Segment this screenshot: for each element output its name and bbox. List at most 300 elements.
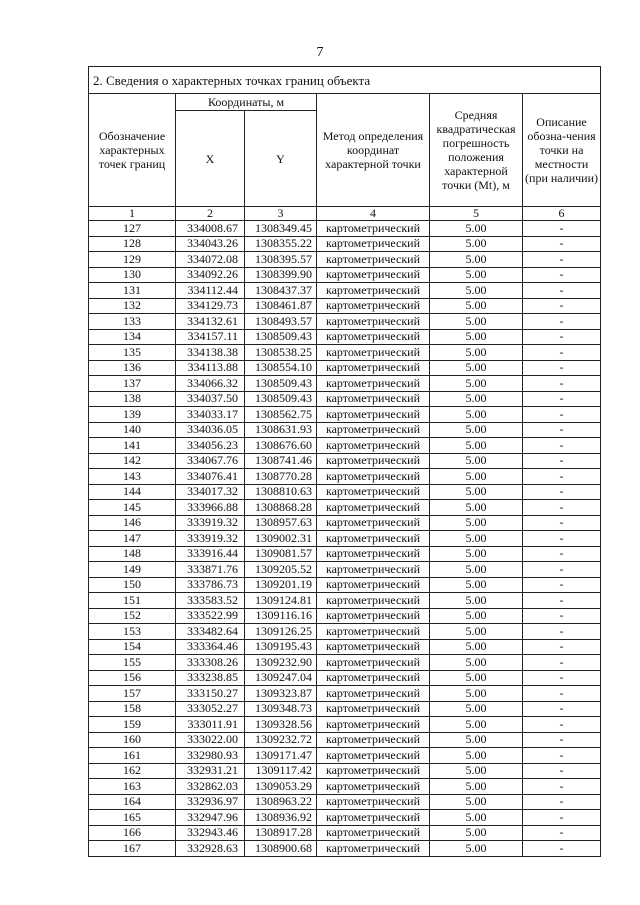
table-row — [89, 810, 601, 826]
error-cell: 5.00 — [430, 360, 523, 376]
description-cell: - — [523, 438, 601, 454]
y-coordinate-cell: 1308963.22 — [245, 794, 317, 810]
x-coordinate-cell: 333919.32 — [176, 515, 245, 531]
point-id-cell: 159 — [89, 717, 176, 733]
table-row — [89, 701, 601, 717]
x-coordinate-cell: 334076.41 — [176, 469, 245, 485]
method-cell: картометрический — [317, 236, 430, 252]
error-cell: 5.00 — [430, 779, 523, 795]
y-coordinate-cell: 1308741.46 — [245, 453, 317, 469]
table-row — [89, 639, 601, 655]
y-coordinate-cell: 1309328.56 — [245, 717, 317, 733]
description-cell: - — [523, 267, 601, 283]
method-cell: картометрический — [317, 252, 430, 268]
description-cell: - — [523, 841, 601, 857]
table-row — [89, 717, 601, 733]
table-row — [89, 267, 601, 283]
y-coordinate-cell: 1308900.68 — [245, 841, 317, 857]
table-row — [89, 670, 601, 686]
y-coordinate-cell: 1309232.72 — [245, 732, 317, 748]
method-cell: картометрический — [317, 794, 430, 810]
header-coordinates: Координаты, м — [176, 94, 317, 111]
x-coordinate-cell: 333916.44 — [176, 546, 245, 562]
error-cell: 5.00 — [430, 329, 523, 345]
y-coordinate-cell: 1309348.73 — [245, 701, 317, 717]
method-cell: картометрический — [317, 298, 430, 314]
point-id-cell: 160 — [89, 732, 176, 748]
description-cell: - — [523, 686, 601, 702]
error-cell: 5.00 — [430, 593, 523, 609]
table-row — [89, 236, 601, 252]
error-cell: 5.00 — [430, 825, 523, 841]
point-id-cell: 141 — [89, 438, 176, 454]
table-row — [89, 484, 601, 500]
method-cell: картометрический — [317, 345, 430, 361]
error-cell: 5.00 — [430, 221, 523, 237]
x-coordinate-cell: 332928.63 — [176, 841, 245, 857]
y-coordinate-cell: 1308509.43 — [245, 376, 317, 392]
point-id-cell: 147 — [89, 531, 176, 547]
y-coordinate-cell: 1309171.47 — [245, 748, 317, 764]
point-id-cell: 136 — [89, 360, 176, 376]
header-error: Средняя квадратическая погрешность положения характерной точки (Mt), м — [430, 94, 523, 207]
header-y: Y — [245, 111, 317, 207]
error-cell: 5.00 — [430, 469, 523, 485]
table-row — [89, 732, 601, 748]
error-cell: 5.00 — [430, 376, 523, 392]
point-id-cell: 146 — [89, 515, 176, 531]
method-cell: картометрический — [317, 422, 430, 438]
description-cell: - — [523, 515, 601, 531]
point-id-cell: 157 — [89, 686, 176, 702]
method-cell: картометрический — [317, 267, 430, 283]
column-number: 4 — [317, 207, 430, 221]
error-cell: 5.00 — [430, 438, 523, 454]
x-coordinate-cell: 333238.85 — [176, 670, 245, 686]
error-cell: 5.00 — [430, 252, 523, 268]
table-row — [89, 686, 601, 702]
table-row — [89, 825, 601, 841]
y-coordinate-cell: 1308355.22 — [245, 236, 317, 252]
error-cell: 5.00 — [430, 531, 523, 547]
description-cell: - — [523, 748, 601, 764]
y-coordinate-cell: 1309195.43 — [245, 639, 317, 655]
table-row — [89, 345, 601, 361]
point-id-cell: 151 — [89, 593, 176, 609]
table-row — [89, 314, 601, 330]
y-coordinate-cell: 1309053.29 — [245, 779, 317, 795]
table-row — [89, 407, 601, 423]
method-cell: картометрический — [317, 577, 430, 593]
y-coordinate-cell: 1308562.75 — [245, 407, 317, 423]
header-method: Метод определения координат характерной точки — [317, 94, 430, 207]
error-cell: 5.00 — [430, 314, 523, 330]
y-coordinate-cell: 1308676.60 — [245, 438, 317, 454]
error-cell: 5.00 — [430, 298, 523, 314]
error-cell: 5.00 — [430, 732, 523, 748]
x-coordinate-cell: 333364.46 — [176, 639, 245, 655]
description-cell: - — [523, 794, 601, 810]
description-cell: - — [523, 252, 601, 268]
description-cell: - — [523, 500, 601, 516]
table-row — [89, 546, 601, 562]
description-cell: - — [523, 577, 601, 593]
description-cell: - — [523, 562, 601, 578]
boundary-points-table — [88, 66, 601, 857]
method-cell: картометрический — [317, 732, 430, 748]
method-cell: картометрический — [317, 562, 430, 578]
error-cell: 5.00 — [430, 624, 523, 640]
x-coordinate-cell: 333919.32 — [176, 531, 245, 547]
y-coordinate-cell: 1308493.57 — [245, 314, 317, 330]
method-cell: картометрический — [317, 763, 430, 779]
y-coordinate-cell: 1309002.31 — [245, 531, 317, 547]
x-coordinate-cell: 333482.64 — [176, 624, 245, 640]
description-cell: - — [523, 376, 601, 392]
method-cell: картометрический — [317, 608, 430, 624]
table-row — [89, 500, 601, 516]
header-description: Описание обозна-чения точки на местности (при наличии) — [523, 94, 601, 207]
description-cell: - — [523, 391, 601, 407]
error-cell: 5.00 — [430, 453, 523, 469]
x-coordinate-cell: 333966.88 — [176, 500, 245, 516]
table-row — [89, 391, 601, 407]
method-cell: картометрический — [317, 701, 430, 717]
y-coordinate-cell: 1308917.28 — [245, 825, 317, 841]
error-cell: 5.00 — [430, 639, 523, 655]
y-coordinate-cell: 1309116.16 — [245, 608, 317, 624]
error-cell: 5.00 — [430, 701, 523, 717]
description-cell: - — [523, 469, 601, 485]
method-cell: картометрический — [317, 655, 430, 671]
table-row — [89, 252, 601, 268]
method-cell: картометрический — [317, 779, 430, 795]
table-row — [89, 593, 601, 609]
y-coordinate-cell: 1308509.43 — [245, 329, 317, 345]
y-coordinate-cell: 1309247.04 — [245, 670, 317, 686]
error-cell: 5.00 — [430, 810, 523, 826]
method-cell: картометрический — [317, 283, 430, 299]
x-coordinate-cell: 332862.03 — [176, 779, 245, 795]
method-cell: картометрический — [317, 841, 430, 857]
x-coordinate-cell: 332980.93 — [176, 748, 245, 764]
page-number: 7 — [316, 45, 324, 60]
description-cell: - — [523, 763, 601, 779]
table-row — [89, 577, 601, 593]
error-cell: 5.00 — [430, 391, 523, 407]
method-cell: картометрический — [317, 686, 430, 702]
method-cell: картометрический — [317, 314, 430, 330]
description-cell: - — [523, 221, 601, 237]
header-point-designation: Обозначение характерных точек границ — [89, 94, 176, 207]
column-number-row — [89, 207, 601, 221]
description-cell: - — [523, 825, 601, 841]
column-number: 5 — [430, 207, 523, 221]
x-coordinate-cell: 333871.76 — [176, 562, 245, 578]
table-row — [89, 655, 601, 671]
point-id-cell: 150 — [89, 577, 176, 593]
point-id-cell: 144 — [89, 484, 176, 500]
point-id-cell: 163 — [89, 779, 176, 795]
point-id-cell: 164 — [89, 794, 176, 810]
y-coordinate-cell: 1308437.37 — [245, 283, 317, 299]
point-id-cell: 140 — [89, 422, 176, 438]
y-coordinate-cell: 1308770.28 — [245, 469, 317, 485]
x-coordinate-cell: 333522.99 — [176, 608, 245, 624]
description-cell: - — [523, 624, 601, 640]
table-row — [89, 779, 601, 795]
description-cell: - — [523, 779, 601, 795]
method-cell: картометрический — [317, 515, 430, 531]
y-coordinate-cell: 1309117.42 — [245, 763, 317, 779]
description-cell: - — [523, 670, 601, 686]
description-cell: - — [523, 422, 601, 438]
x-coordinate-cell: 334008.67 — [176, 221, 245, 237]
point-id-cell: 149 — [89, 562, 176, 578]
point-id-cell: 131 — [89, 283, 176, 299]
table-row — [89, 298, 601, 314]
description-cell: - — [523, 717, 601, 733]
point-id-cell: 134 — [89, 329, 176, 345]
method-cell: картометрический — [317, 825, 430, 841]
point-id-cell: 145 — [89, 500, 176, 516]
y-coordinate-cell: 1308461.87 — [245, 298, 317, 314]
x-coordinate-cell: 334033.17 — [176, 407, 245, 423]
x-coordinate-cell: 334157.11 — [176, 329, 245, 345]
method-cell: картометрический — [317, 391, 430, 407]
description-cell: - — [523, 329, 601, 345]
y-coordinate-cell: 1308810.63 — [245, 484, 317, 500]
y-coordinate-cell: 1309232.90 — [245, 655, 317, 671]
description-cell: - — [523, 283, 601, 299]
x-coordinate-cell: 334037.50 — [176, 391, 245, 407]
x-coordinate-cell: 333022.00 — [176, 732, 245, 748]
section-title: 2. Сведения о характерных точках границ объекта — [89, 67, 601, 94]
table-row — [89, 221, 601, 237]
point-id-cell: 153 — [89, 624, 176, 640]
method-cell: картометрический — [317, 670, 430, 686]
error-cell: 5.00 — [430, 500, 523, 516]
method-cell: картометрический — [317, 376, 430, 392]
point-id-cell: 128 — [89, 236, 176, 252]
x-coordinate-cell: 334017.32 — [176, 484, 245, 500]
x-coordinate-cell: 333583.52 — [176, 593, 245, 609]
method-cell: картометрический — [317, 531, 430, 547]
description-cell: - — [523, 531, 601, 547]
description-cell: - — [523, 360, 601, 376]
y-coordinate-cell: 1308936.92 — [245, 810, 317, 826]
column-number: 2 — [176, 207, 245, 221]
point-id-cell: 137 — [89, 376, 176, 392]
x-coordinate-cell: 332947.96 — [176, 810, 245, 826]
y-coordinate-cell: 1308631.93 — [245, 422, 317, 438]
method-cell: картометрический — [317, 453, 430, 469]
point-id-cell: 165 — [89, 810, 176, 826]
column-number: 3 — [245, 207, 317, 221]
method-cell: картометрический — [317, 717, 430, 733]
error-cell: 5.00 — [430, 283, 523, 299]
y-coordinate-cell: 1308868.28 — [245, 500, 317, 516]
point-id-cell: 154 — [89, 639, 176, 655]
error-cell: 5.00 — [430, 515, 523, 531]
table-row — [89, 562, 601, 578]
x-coordinate-cell: 334129.73 — [176, 298, 245, 314]
description-cell: - — [523, 732, 601, 748]
point-id-cell: 156 — [89, 670, 176, 686]
description-cell: - — [523, 810, 601, 826]
y-coordinate-cell: 1308538.25 — [245, 345, 317, 361]
table-row — [89, 608, 601, 624]
description-cell: - — [523, 484, 601, 500]
description-cell: - — [523, 236, 601, 252]
method-cell: картометрический — [317, 221, 430, 237]
table-row — [89, 763, 601, 779]
y-coordinate-cell: 1309081.57 — [245, 546, 317, 562]
description-cell: - — [523, 314, 601, 330]
method-cell: картометрический — [317, 593, 430, 609]
table-row — [89, 438, 601, 454]
error-cell: 5.00 — [430, 608, 523, 624]
error-cell: 5.00 — [430, 717, 523, 733]
description-cell: - — [523, 655, 601, 671]
x-coordinate-cell: 332931.21 — [176, 763, 245, 779]
column-number: 1 — [89, 207, 176, 221]
error-cell: 5.00 — [430, 763, 523, 779]
point-id-cell: 162 — [89, 763, 176, 779]
point-id-cell: 143 — [89, 469, 176, 485]
description-cell: - — [523, 298, 601, 314]
point-id-cell: 132 — [89, 298, 176, 314]
point-id-cell: 155 — [89, 655, 176, 671]
x-coordinate-cell: 334138.38 — [176, 345, 245, 361]
table-row — [89, 531, 601, 547]
description-cell: - — [523, 639, 601, 655]
table-row — [89, 283, 601, 299]
y-coordinate-cell: 1309201.19 — [245, 577, 317, 593]
description-cell: - — [523, 701, 601, 717]
x-coordinate-cell: 332936.97 — [176, 794, 245, 810]
point-id-cell: 139 — [89, 407, 176, 423]
point-id-cell: 129 — [89, 252, 176, 268]
method-cell: картометрический — [317, 810, 430, 826]
x-coordinate-cell: 334132.61 — [176, 314, 245, 330]
error-cell: 5.00 — [430, 407, 523, 423]
error-cell: 5.00 — [430, 422, 523, 438]
error-cell: 5.00 — [430, 577, 523, 593]
description-cell: - — [523, 593, 601, 609]
table-row — [89, 469, 601, 485]
table-row — [89, 422, 601, 438]
description-cell: - — [523, 608, 601, 624]
table-row — [89, 748, 601, 764]
x-coordinate-cell: 333150.27 — [176, 686, 245, 702]
table-row — [89, 794, 601, 810]
x-coordinate-cell: 334113.88 — [176, 360, 245, 376]
point-id-cell: 152 — [89, 608, 176, 624]
y-coordinate-cell: 1309124.81 — [245, 593, 317, 609]
method-cell: картометрический — [317, 484, 430, 500]
method-cell: картометрический — [317, 500, 430, 516]
x-coordinate-cell: 334067.76 — [176, 453, 245, 469]
column-number: 6 — [523, 207, 601, 221]
method-cell: картометрический — [317, 748, 430, 764]
y-coordinate-cell: 1308349.45 — [245, 221, 317, 237]
method-cell: картометрический — [317, 546, 430, 562]
x-coordinate-cell: 334092.26 — [176, 267, 245, 283]
x-coordinate-cell: 332943.46 — [176, 825, 245, 841]
point-id-cell: 158 — [89, 701, 176, 717]
y-coordinate-cell: 1308554.10 — [245, 360, 317, 376]
x-coordinate-cell: 334056.23 — [176, 438, 245, 454]
table-row — [89, 515, 601, 531]
method-cell: картометрический — [317, 329, 430, 345]
x-coordinate-cell: 334072.08 — [176, 252, 245, 268]
error-cell: 5.00 — [430, 794, 523, 810]
method-cell: картометрический — [317, 438, 430, 454]
y-coordinate-cell: 1308395.57 — [245, 252, 317, 268]
table-row — [89, 841, 601, 857]
y-coordinate-cell: 1309126.25 — [245, 624, 317, 640]
table-row — [89, 453, 601, 469]
point-id-cell: 127 — [89, 221, 176, 237]
error-cell: 5.00 — [430, 841, 523, 857]
x-coordinate-cell: 333011.91 — [176, 717, 245, 733]
point-id-cell: 135 — [89, 345, 176, 361]
x-coordinate-cell: 334066.32 — [176, 376, 245, 392]
x-coordinate-cell: 333786.73 — [176, 577, 245, 593]
error-cell: 5.00 — [430, 655, 523, 671]
error-cell: 5.00 — [430, 670, 523, 686]
x-coordinate-cell: 333052.27 — [176, 701, 245, 717]
description-cell: - — [523, 453, 601, 469]
description-cell: - — [523, 345, 601, 361]
method-cell: картометрический — [317, 639, 430, 655]
point-id-cell: 130 — [89, 267, 176, 283]
point-id-cell: 138 — [89, 391, 176, 407]
method-cell: картометрический — [317, 360, 430, 376]
description-cell: - — [523, 407, 601, 423]
table-row — [89, 329, 601, 345]
y-coordinate-cell: 1308399.90 — [245, 267, 317, 283]
x-coordinate-cell: 334036.05 — [176, 422, 245, 438]
method-cell: картометрический — [317, 407, 430, 423]
table-row — [89, 360, 601, 376]
error-cell: 5.00 — [430, 562, 523, 578]
error-cell: 5.00 — [430, 748, 523, 764]
error-cell: 5.00 — [430, 236, 523, 252]
error-cell: 5.00 — [430, 484, 523, 500]
point-id-cell: 142 — [89, 453, 176, 469]
point-id-cell: 148 — [89, 546, 176, 562]
y-coordinate-cell: 1309323.87 — [245, 686, 317, 702]
method-cell: картометрический — [317, 469, 430, 485]
y-coordinate-cell: 1309205.52 — [245, 562, 317, 578]
point-id-cell: 166 — [89, 825, 176, 841]
error-cell: 5.00 — [430, 345, 523, 361]
point-id-cell: 161 — [89, 748, 176, 764]
table-row — [89, 376, 601, 392]
point-id-cell: 167 — [89, 841, 176, 857]
x-coordinate-cell: 334043.26 — [176, 236, 245, 252]
description-cell: - — [523, 546, 601, 562]
header-x: X — [176, 111, 245, 207]
method-cell: картометрический — [317, 624, 430, 640]
x-coordinate-cell: 333308.26 — [176, 655, 245, 671]
table-row — [89, 624, 601, 640]
y-coordinate-cell: 1308509.43 — [245, 391, 317, 407]
error-cell: 5.00 — [430, 546, 523, 562]
error-cell: 5.00 — [430, 267, 523, 283]
